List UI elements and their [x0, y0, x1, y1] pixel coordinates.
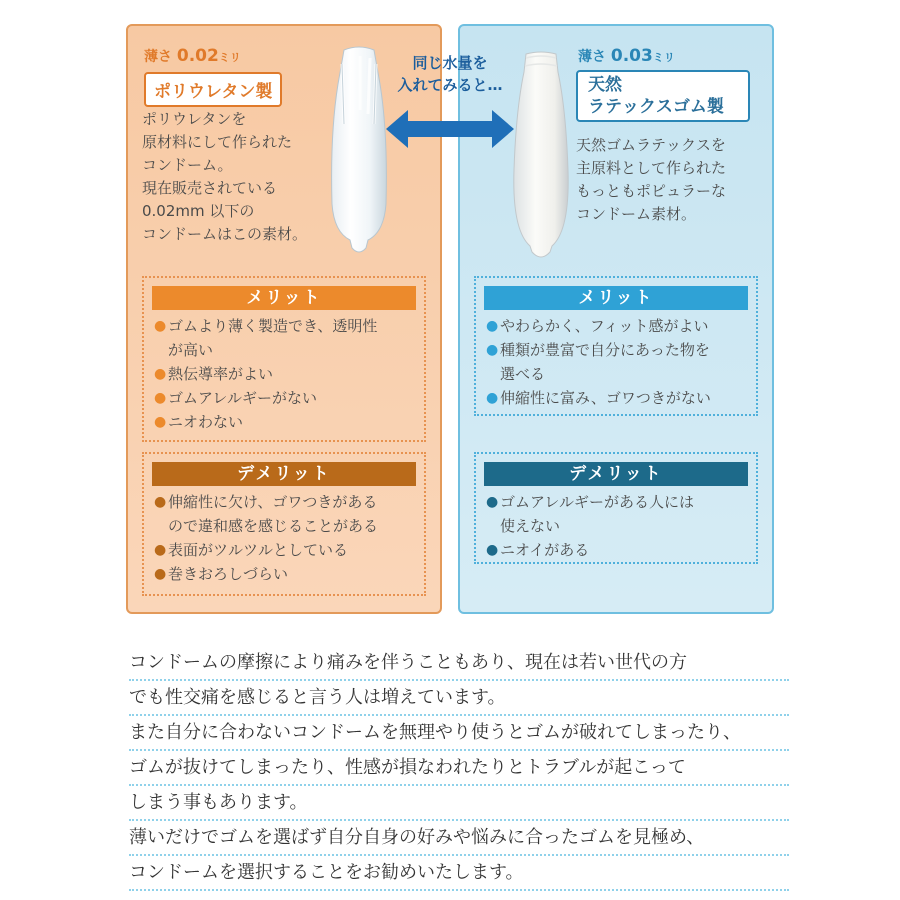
demerit-title: デメリット	[484, 462, 748, 486]
description-line: コンドームはこの素材。	[142, 225, 308, 243]
bullet-icon: ●	[486, 342, 499, 358]
list-item	[152, 362, 416, 386]
text-line: コンドームの摩擦により痛みを伴うこともあり、現在は若い世代の方	[129, 646, 789, 681]
thickness-unit: ミリ	[652, 51, 675, 64]
bullet-icon: ●	[154, 494, 167, 510]
item-line: ので違和感を感じることがある	[168, 517, 379, 535]
merit-title: メリット	[152, 286, 416, 310]
item-line: 巻きおろしづらい	[168, 565, 289, 583]
item-line: やわらかく、フィット感がよい	[500, 317, 709, 335]
material-description	[576, 134, 726, 226]
demerit-title: デメリット	[152, 462, 416, 486]
merit-box	[474, 276, 758, 416]
list-item	[152, 410, 416, 434]
text-line: また自分に合わないコンドームを無理やり使うとゴムが破れてしまったり、	[129, 716, 789, 751]
text-line: ゴムが抜けてしまったり、性感が損なわれたりとトラブルが起こって	[129, 751, 789, 786]
caption-line: 同じ水量を	[412, 54, 488, 72]
thickness-value: 0.03	[610, 46, 653, 66]
thickness-label	[144, 46, 241, 66]
bullet-icon: ●	[486, 390, 499, 406]
list-item	[484, 490, 748, 538]
item-line: ニオわない	[168, 413, 244, 431]
material-line: 天然	[588, 75, 622, 95]
bullet-icon: ●	[154, 566, 167, 582]
double-arrow-icon	[386, 108, 514, 150]
merit-list	[152, 314, 416, 434]
list-item	[484, 314, 748, 338]
bullet-icon: ●	[154, 414, 167, 430]
item-line: 選べる	[500, 365, 546, 383]
item-line: ゴムより薄く製造でき、透明性	[168, 317, 378, 335]
item-line: 伸縮性に富み、ゴワつきがない	[500, 389, 711, 407]
description-line: 0.02mm 以下の	[142, 202, 255, 220]
description-line: 天然ゴムラテックスを	[576, 136, 726, 154]
bullet-icon: ●	[154, 390, 167, 406]
thickness-unit: ミリ	[218, 51, 241, 64]
bullet-icon: ●	[154, 542, 167, 558]
demerit-box	[142, 452, 426, 596]
text-line: でも性交痛を感じると言う人は増えています。	[129, 681, 789, 716]
item-line: が高い	[168, 341, 214, 359]
description-line: 主原料として作られた	[576, 159, 727, 177]
bullet-icon: ●	[486, 318, 499, 334]
bullet-icon: ●	[154, 366, 167, 382]
material-line: ラテックスゴム製	[588, 97, 724, 117]
bottom-text	[129, 646, 789, 891]
material-badge	[576, 70, 750, 122]
demerit-list	[152, 490, 416, 586]
list-item	[152, 314, 416, 362]
bullet-icon: ●	[486, 542, 499, 558]
thickness-prefix: 薄さ	[144, 49, 172, 65]
list-item	[484, 386, 748, 410]
description-line: ポリウレタンを	[142, 110, 247, 128]
item-line: ニオイがある	[500, 541, 590, 559]
description-line: コンドーム。	[142, 156, 233, 174]
item-line: 熱伝導率がよい	[168, 365, 274, 383]
description-line: 原材料にして作られた	[142, 133, 293, 151]
item-line: 伸縮性に欠け、ゴワつきがある	[168, 493, 378, 511]
item-line: 表面がツルツルとしている	[168, 541, 349, 559]
thickness-label	[578, 46, 675, 66]
description-line: コンドーム素材。	[576, 205, 697, 223]
demerit-box	[474, 452, 758, 564]
material-description	[142, 108, 307, 246]
description-line: もっともポピュラーな	[576, 182, 727, 200]
list-item	[152, 490, 416, 538]
latex-condom-illustration	[508, 50, 574, 264]
item-line: 種類が豊富で自分にあった物を	[500, 341, 710, 359]
list-item	[152, 562, 416, 586]
item-line: ゴムアレルギーがある人には	[500, 493, 695, 511]
item-line: ゴムアレルギーがない	[168, 389, 318, 407]
thickness-prefix: 薄さ	[578, 49, 606, 65]
description-line: 現在販売されている	[142, 179, 278, 197]
demerit-list	[484, 490, 748, 562]
merit-list	[484, 314, 748, 410]
list-item	[152, 538, 416, 562]
list-item	[152, 386, 416, 410]
list-item	[484, 338, 748, 386]
text-line: 薄いだけでゴムを選ばず自分自身の好みや悩みに合ったゴムを見極め、	[129, 821, 789, 856]
thickness-value: 0.02	[176, 46, 219, 66]
comparison-caption	[390, 52, 510, 96]
polyurethane-condom-illustration	[324, 44, 394, 260]
list-item	[484, 538, 748, 562]
merit-box	[142, 276, 426, 442]
text-line: しまう事もあります。	[129, 786, 789, 821]
bullet-icon: ●	[154, 318, 167, 334]
material-badge: ポリウレタン製	[144, 72, 282, 107]
item-line: 使えない	[500, 517, 561, 535]
merit-title: メリット	[484, 286, 748, 310]
bullet-icon: ●	[486, 494, 499, 510]
caption-line: 入れてみると…	[397, 76, 503, 94]
text-line: コンドームを選択することをお勧めいたします。	[129, 856, 789, 891]
